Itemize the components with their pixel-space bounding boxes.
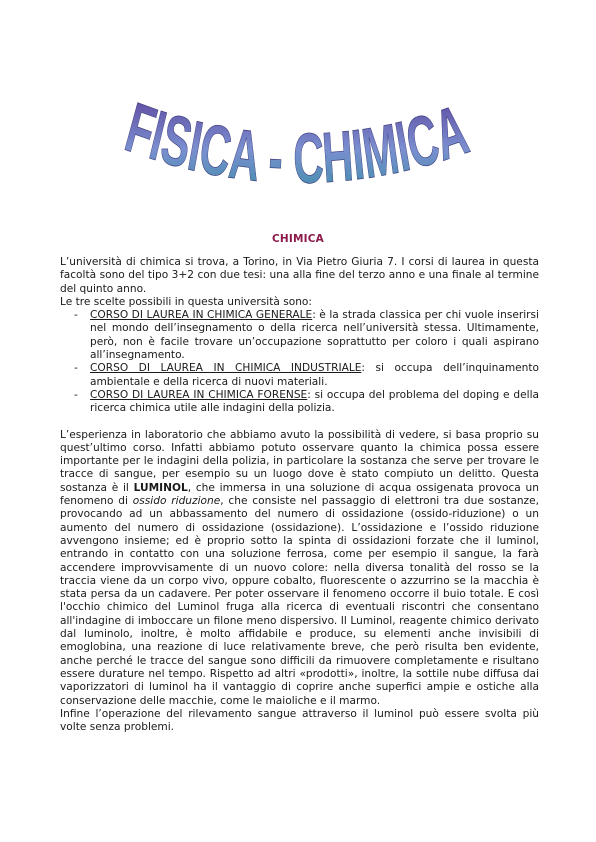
experience-text-part3: , che consiste nel passaggio di elettroni tra due sostanze, provocando ad un abbassamento del numero di ossidazione (ossido-riduzione) o un aumento del numero di ossidazione (ossidazione). L’ossidazione e l’ossido riduzione avvengono insieme; ed è proprio sotto la spinta di ossidazioni forzate che il luminol, entrando in contatto con una soluzione ferrosa, come per esempio il sangue, la farà accendere improvvisamente di un nuovo colore: nella diversa tonalità del rosso se la traccia viene da un corpo vivo, oppure cobalto, fluorescente o azzurrino se la macchia è stata persa da un cadavere. Per poter osservare il fenomeno occorre il buio totale. E così l'occhio chimico del Luminol fruga alla ricerca di eventuali riscontri che consentano all'indagine di imboccare un filone meno dispersivo. Il Luminol, reagente chimico derivato dal luminolo, inoltre, è molto affidabile e produce, su elementi anche invisibili di emoglobina, una reazione di luce relativamente breve, che però risulta ben evidente, anche perché le tracce del sangue sono difficili da rimuovere completamente e risultano essere durature nel tempo. Rispetto ad altri «prodotti», inoltre, la sottile nube diffusa dai vaporizzatori di luminol ha il vantaggio di coprire anche superfici ampie e ostiche alla conservazione delle macchie, come le maioliche e il marmo. bbox=[60, 495, 539, 707]
course-list bbox=[60, 309, 539, 415]
svg-text:FISICA - CHIMICA bbox=[117, 100, 490, 200]
wordart-title bbox=[110, 100, 490, 200]
course-description: : si occupa del problema del doping e della ricerca chimica utile alle indagini della polizia. bbox=[90, 388, 540, 415]
paragraph-spacer bbox=[60, 416, 539, 429]
course-name: CORSO DI LAUREA IN CHIMICA GENERALE bbox=[90, 309, 313, 322]
wordart-title-text: FISICA - CHIMICA bbox=[117, 100, 490, 200]
list-item bbox=[90, 389, 539, 416]
closing-paragraph: Infine l’operazione del rilevamento sangue attraverso il luminol può essere svolta più volte senza problemi. bbox=[60, 707, 539, 734]
course-description: : si occupa dell’inquinamento ambientale e della ricerca di nuovi materiali. bbox=[90, 362, 540, 388]
course-name: CORSO DI LAUREA IN CHIMICA INDUSTRIALE bbox=[90, 362, 362, 375]
section-title: CHIMICA bbox=[272, 233, 324, 245]
course-name: CORSO DI LAUREA IN CHIMICA FORENSE bbox=[90, 388, 308, 401]
body-text bbox=[60, 256, 539, 734]
experience-text-part1: L’esperienza in laboratorio che abbiamo avuto la possibilità di vedere, si basa proprio su quest’ultimo corso. Infatti abbiamo potuto osservare quanto la chimica possa essere importante per le indagini della polizia, in particolare la sostanza che serve per trovare le tracce di sangue, per esempio su un luogo dove è stato compiuto un delitto. Questa sostanza è il bbox=[60, 428, 539, 494]
intro-paragraph: L’università di chimica si trova, a Torino, in Via Pietro Giuria 7. I corsi di laurea in questa facoltà sono del tipo 3+2 con due tesi: una alla fine del terzo anno e una finale al termine del quinto anno. bbox=[60, 256, 539, 295]
luminol-term: LUMINOL bbox=[133, 481, 188, 494]
list-item bbox=[90, 362, 539, 389]
intro-list-lead: Le tre scelte possibili in questa università sono: bbox=[60, 295, 312, 308]
ossido-riduzione-term: ossido riduzione bbox=[132, 495, 221, 508]
wordart-title-graphic bbox=[110, 100, 490, 200]
list-item bbox=[90, 309, 539, 362]
course-description: : è la strada classica per chi vuole inserirsi nel mondo dell’insegnamento o della ricerca nell’università stessa. Ultimamente, però, non è facile trovare un’occupazione soprattutto per coloro i quali aspirano all’insegnamento. bbox=[90, 309, 539, 362]
experience-paragraph bbox=[60, 429, 539, 708]
experience-text-part2: , che immersa in una soluzione di acqua ossigenata provoca un fenomeno di bbox=[60, 481, 539, 508]
